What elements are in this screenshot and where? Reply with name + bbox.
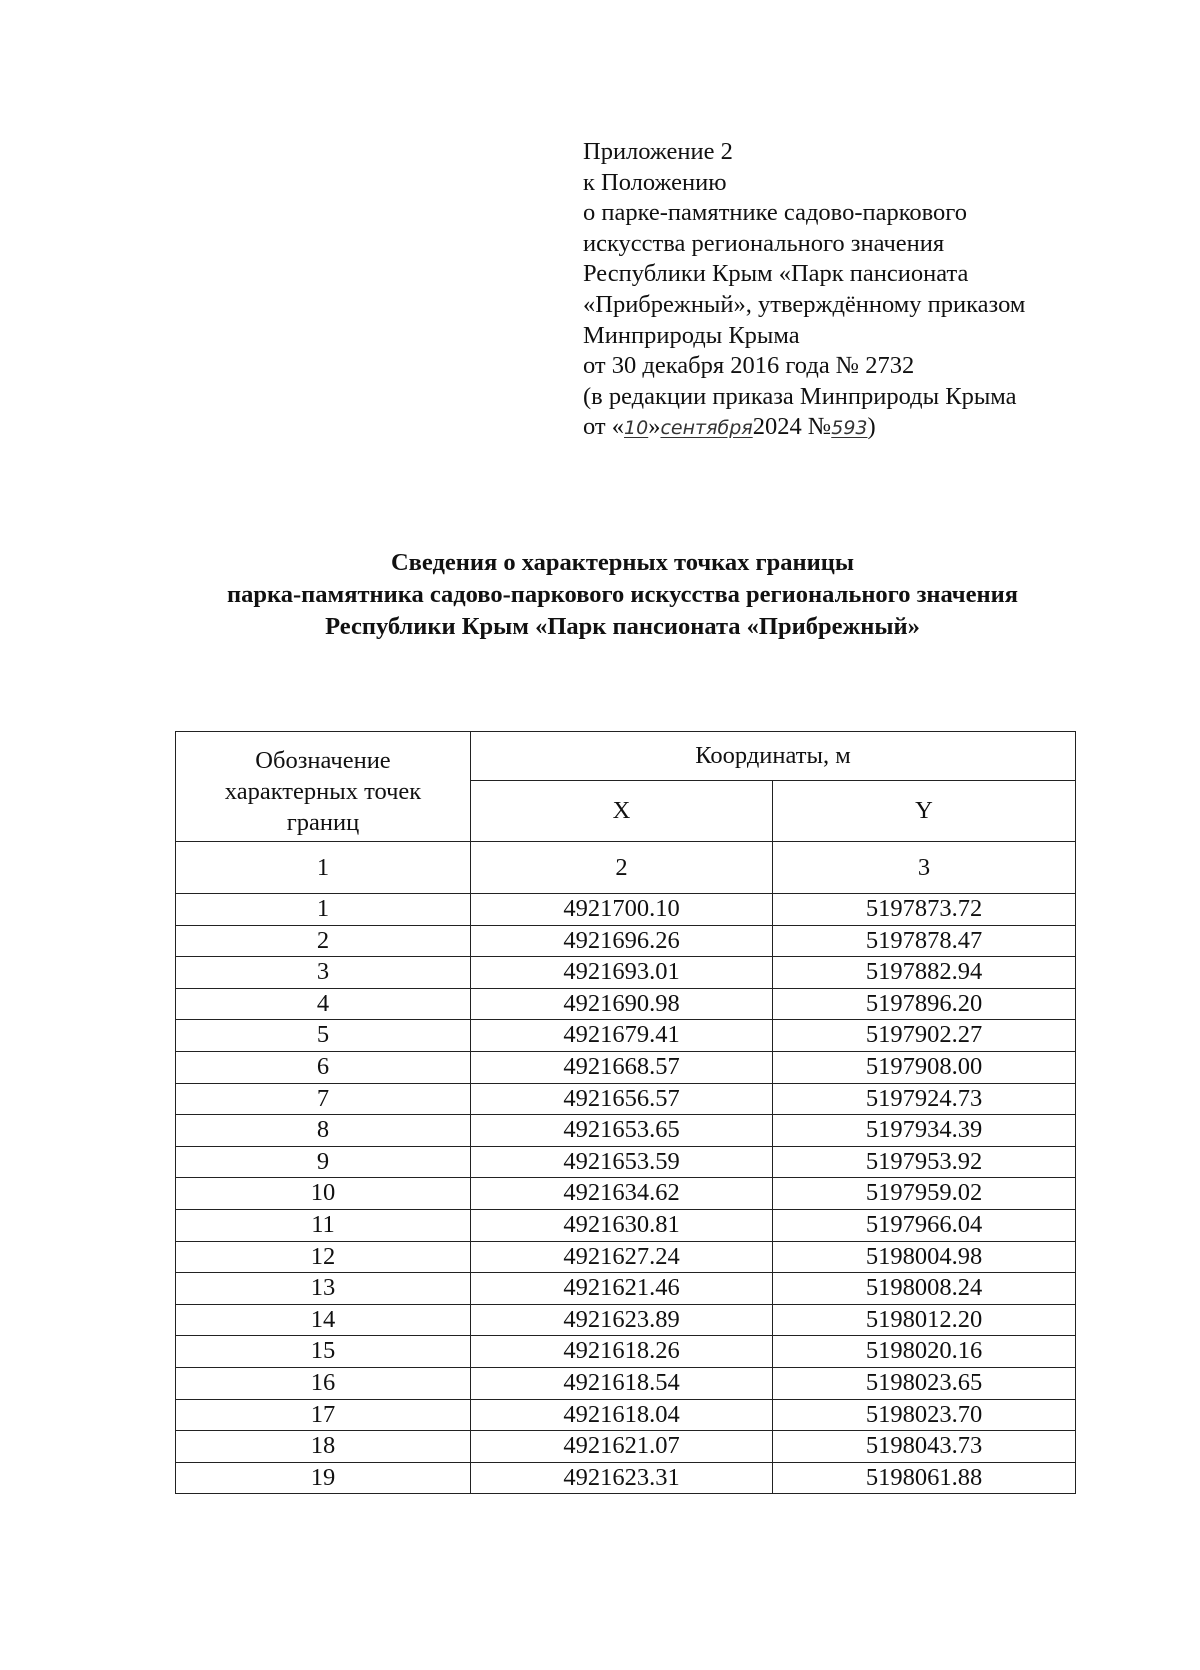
point-id-cell: 4 [176,988,471,1020]
date-quote: » [648,413,661,441]
designation-header-line: Обозначение [255,747,391,774]
table-header [176,732,1076,894]
appendix-line: к Положению [583,168,727,196]
date-suffix: ) [867,413,876,441]
title-line: парка-памятника садово-паркового искусства регионального значения [227,581,1018,608]
appendix-line: Минприроды Крыма [583,321,800,349]
appendix-line: искусства регионального значения [583,229,945,257]
table-row [176,1462,1076,1494]
x-coordinate-cell: 4921700.10 [471,894,773,926]
y-coordinate-cell: 5197934.39 [773,1115,1076,1147]
y-coordinate-cell: 5198023.70 [773,1399,1076,1431]
point-id-cell: 5 [176,1020,471,1052]
point-id-cell: 6 [176,1051,471,1083]
point-id-cell: 1 [176,894,471,926]
point-id-cell: 2 [176,925,471,957]
point-id-cell: 19 [176,1462,471,1494]
document-title [0,547,1200,643]
designation-header [176,732,471,842]
x-coordinate-cell: 4921679.41 [471,1020,773,1052]
appendix-line: Приложение 2 [583,138,733,165]
point-id-cell: 7 [176,1083,471,1115]
table-row [176,1146,1076,1178]
point-id-cell: 16 [176,1367,471,1399]
date-prefix: от « [583,413,625,441]
date-year: 2024 № [752,413,832,441]
table-row [176,957,1076,989]
point-id-cell: 3 [176,957,471,989]
table-row [176,1399,1076,1431]
handwritten-month: сентября [660,417,753,440]
x-header: X [471,781,773,842]
point-id-cell: 9 [176,1146,471,1178]
column-number-row [176,842,1076,894]
y-coordinate-cell: 5197953.92 [773,1146,1076,1178]
y-coordinate-cell: 5198008.24 [773,1273,1076,1305]
table-row [176,1115,1076,1147]
handwritten-number: 593 [831,417,868,440]
y-coordinate-cell: 5198012.20 [773,1304,1076,1336]
y-coordinate-cell: 5198023.65 [773,1367,1076,1399]
table-row [176,1209,1076,1241]
point-id-cell: 11 [176,1209,471,1241]
point-id-cell: 15 [176,1336,471,1368]
title-line: Сведения о характерных точках границы [390,549,855,576]
appendix-line: (в редакции приказа Минприроды Крыма [583,382,1017,410]
table-body [176,894,1076,1494]
y-coordinate-cell: 5197924.73 [773,1083,1076,1115]
point-id-cell: 13 [176,1273,471,1305]
x-coordinate-cell: 4921623.31 [471,1462,773,1494]
point-id-cell: 14 [176,1304,471,1336]
column-number: 2 [471,842,773,894]
y-coordinate-cell: 5197882.94 [773,957,1076,989]
x-coordinate-cell: 4921618.04 [471,1399,773,1431]
appendix-date-line [583,412,1025,443]
x-coordinate-cell: 4921690.98 [471,988,773,1020]
y-coordinate-cell: 5197873.72 [773,894,1076,926]
designation-header-line: характерных точек [224,778,422,805]
column-number: 1 [176,842,471,894]
point-id-cell: 17 [176,1399,471,1431]
point-id-cell: 10 [176,1178,471,1210]
handwritten-day: 10 [624,417,649,440]
x-coordinate-cell: 4921668.57 [471,1051,773,1083]
coordinates-header: Координаты, м [471,732,1076,781]
appendix-line: Республики Крым «Парк пансионата [583,260,969,288]
designation-header-line: границ [286,809,360,836]
table-row [176,1273,1076,1305]
x-coordinate-cell: 4921630.81 [471,1209,773,1241]
table-row [176,1051,1076,1083]
appendix-line: «Прибрежный», утверждённому приказом [583,290,1026,318]
y-coordinate-cell: 5197896.20 [773,988,1076,1020]
table-row [176,1367,1076,1399]
x-coordinate-cell: 4921634.62 [471,1178,773,1210]
y-coordinate-cell: 5198020.16 [773,1336,1076,1368]
point-id-cell: 18 [176,1431,471,1463]
table-row [176,925,1076,957]
x-coordinate-cell: 4921656.57 [471,1083,773,1115]
x-coordinate-cell: 4921627.24 [471,1241,773,1273]
appendix-line: о парке-памятнике садово-паркового [583,199,967,227]
appendix-line: от 30 декабря 2016 года № 2732 [583,352,915,380]
y-coordinate-cell: 5197966.04 [773,1209,1076,1241]
y-coordinate-cell: 5197902.27 [773,1020,1076,1052]
x-coordinate-cell: 4921653.59 [471,1146,773,1178]
table-row [176,1083,1076,1115]
table-row [176,1178,1076,1210]
y-header: Y [773,781,1076,842]
appendix-block [583,137,1025,443]
y-coordinate-cell: 5197908.00 [773,1051,1076,1083]
y-coordinate-cell: 5198043.73 [773,1431,1076,1463]
table-row [176,1336,1076,1368]
table-row [176,988,1076,1020]
x-coordinate-cell: 4921623.89 [471,1304,773,1336]
y-coordinate-cell: 5198061.88 [773,1462,1076,1494]
point-id-cell: 12 [176,1241,471,1273]
point-id-cell: 8 [176,1115,471,1147]
table-row [176,1431,1076,1463]
title-line: Республики Крым «Парк пансионата «Прибрежный» [325,613,920,640]
x-coordinate-cell: 4921621.46 [471,1273,773,1305]
table-row [176,894,1076,926]
x-coordinate-cell: 4921618.26 [471,1336,773,1368]
column-number: 3 [773,842,1076,894]
y-coordinate-cell: 5198004.98 [773,1241,1076,1273]
x-coordinate-cell: 4921621.07 [471,1431,773,1463]
table-row [176,1020,1076,1052]
y-coordinate-cell: 5197878.47 [773,925,1076,957]
coordinates-table [175,731,1076,1494]
table-row [176,1241,1076,1273]
x-coordinate-cell: 4921696.26 [471,925,773,957]
y-coordinate-cell: 5197959.02 [773,1178,1076,1210]
x-coordinate-cell: 4921693.01 [471,957,773,989]
x-coordinate-cell: 4921653.65 [471,1115,773,1147]
table-row [176,1304,1076,1336]
x-coordinate-cell: 4921618.54 [471,1367,773,1399]
